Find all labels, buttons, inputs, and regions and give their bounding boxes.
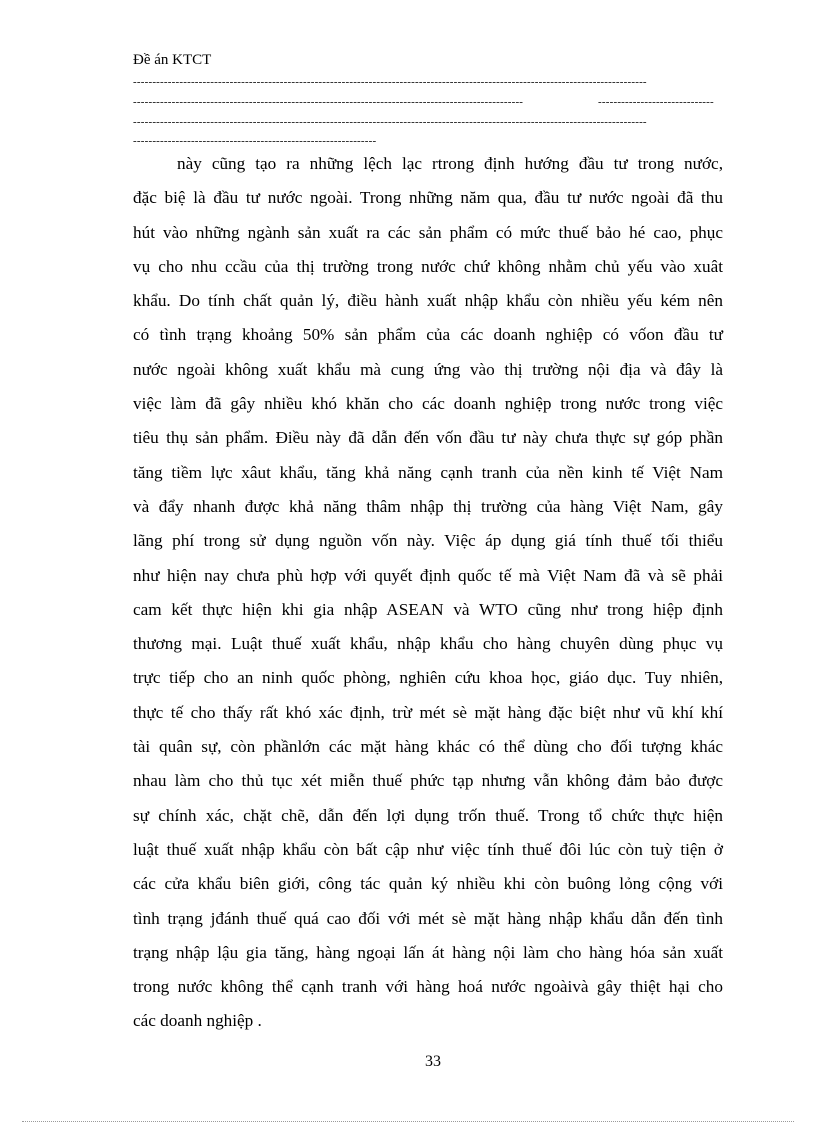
text-line: luật thuế xuất nhập khẩu còn bất cập như việc tính thuế đôi lúc còn tuỳ tiện ở <box>133 839 723 859</box>
text-line: tài quân sự, còn phầnlớn các mặt hàng khác có thể dùng cho đối tượng khác <box>133 737 723 757</box>
text-line: thương mại. Luật thuế xuất khẩu, nhập khẩu cho hàng chuyên dùng phục vụ <box>133 634 723 654</box>
text-line: lãng phí trong sử dụng nguồn vốn này. Việc áp dụng giá tính thuế tối thiểu <box>133 531 723 551</box>
text-line: sự chính xác, chặt chẽ, dẫn đến lợi dụng trốn thuế. Trong tổ chức thực hiện <box>133 805 723 825</box>
text-line: thực tế cho thấy rất khó xác định, trừ mét sè mặt hàng đặc biệt như vũ khí khí <box>133 702 723 722</box>
text-line: hút vào những ngành sản xuất ra các sản phẩm có mức thuế bảo hé cao, phục <box>133 222 723 242</box>
text-line: như hiện nay chưa phù hợp với quyết định quốc tế mà Việt Nam đã và sẽ phải <box>133 565 723 585</box>
header-rule-line-2b: ------------------------------ <box>598 96 714 108</box>
text-line: vụ cho nhu ccầu của thị trường trong nước chứ không nhằm chủ yếu vào xuât <box>133 256 723 276</box>
page-number: 33 <box>425 1053 441 1070</box>
header-rule-line-2a: ----------------------------------------------------------------------------------------------------- <box>133 96 524 108</box>
text-line: tiêu thụ sản phẩm. Điều này đã dẫn đến vốn đầu tư này chưa thực sự góp phần <box>133 428 723 448</box>
text-line: cam kết thực hiện khi gia nhập ASEAN và WTO cũng như trong hiệp định <box>133 599 723 619</box>
text-line: các cửa khẩu biên giới, công tác quản ký nhiều khi còn buông lỏng cộng với <box>133 874 723 894</box>
text-line: các doanh nghiệp . <box>133 1011 262 1031</box>
text-line: tăng tiềm lực xâut khẩu, tăng khả năng cạnh tranh của nền kinh tế Việt Nam <box>133 462 723 482</box>
header-rule-line-4: --------------------------------------------------------------- <box>133 135 377 147</box>
text-line: trực tiếp cho an ninh quốc phòng, nghiên cứu khoa học, giáo dục. Tuy nhiên, <box>133 668 723 688</box>
text-line: trong nước không thể cạnh tranh với hàng hoá nước ngoàivà gây thiệt hại cho <box>133 977 723 997</box>
text-line: khẩu. Do tính chất quản lý, điều hành xuất nhập khẩu còn nhiều yếu kém nên <box>133 291 723 311</box>
text-line: việc làm đã gây nhiều khó khăn cho các doanh nghiệp trong nước trong việc <box>133 394 723 414</box>
text-line: này cũng tạo ra những lệch lạc rtrong định hướng đầu tư trong nước, <box>177 154 723 173</box>
text-line: tình trạng jđánh thuế quá cao đối với mét sè mặt hàng nhập khẩu dẫn đến tình <box>133 908 723 928</box>
text-line: nước ngoài không xuất khẩu mà cung ứng vào thị trường nội địa và đây là <box>133 359 723 379</box>
header-rule-line-3: ------------------------------------------------------------------------------------------------------------------------------------- <box>133 116 647 128</box>
text-line: đặc biệ là đầu tư nước ngoài. Trong những năm qua, đầu tư nước ngoài đã thu <box>133 188 723 208</box>
text-line: nhau làm cho thủ tục xét miễn thuế phức tạp nhưng vẫn không đảm bảo được <box>133 771 723 791</box>
header-title: Đề án KTCT <box>133 52 212 68</box>
body-paragraph <box>133 147 723 1039</box>
text-line: có tình trạng khoảng 50% sản phẩm của các doanh nghiệp có vốon đầu tư <box>133 325 723 345</box>
header-rule-line-1: ------------------------------------------------------------------------------------------------------------------------------------- <box>133 76 647 88</box>
text-line: và đẩy nhanh được khả năng thâm nhập thị trường của hàng Việt Nam, gây <box>133 496 723 516</box>
page-bottom-edge <box>22 1121 794 1122</box>
text-line: trạng nhập lậu gia tăng, hàng ngoại lấn át hàng nội làm cho hàng hóa sản xuất <box>133 942 723 962</box>
